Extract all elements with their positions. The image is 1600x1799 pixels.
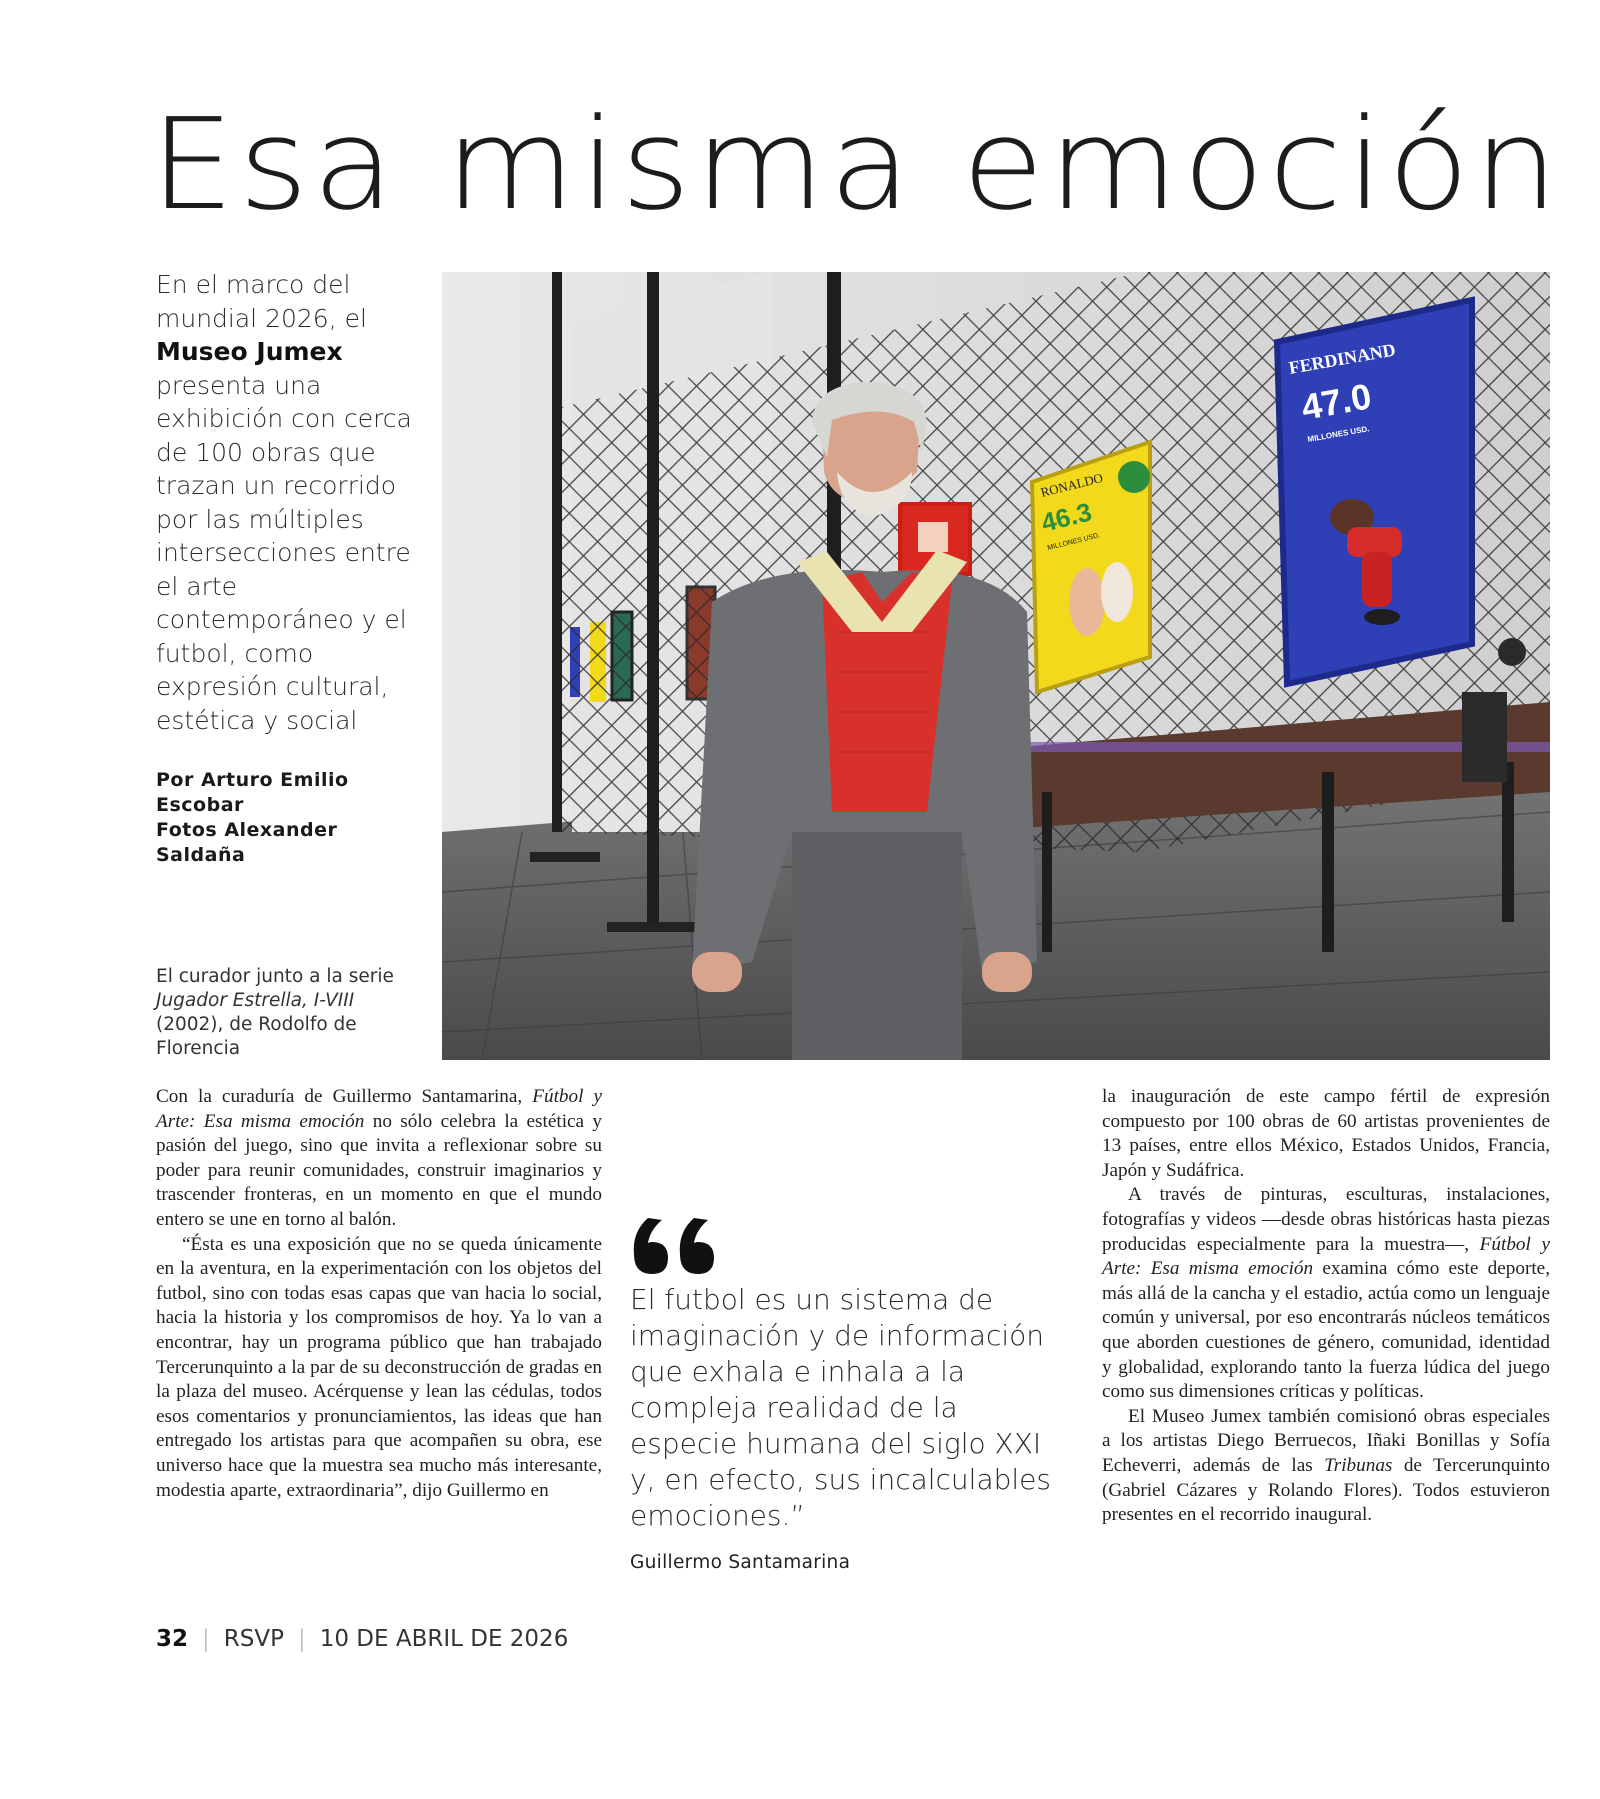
col1-exhibition-title: Fútbol y Arte: Esa misma emoción [156,1086,602,1132]
ronaldo-value: 46.3 [1038,496,1095,538]
column-right [1102,1085,1550,1528]
byline-photos: Fotos Alexander Saldaña [156,819,338,866]
col1-p1-end: no sólo celebra la estética y pasión del juego, sino que invita a reflexionar sobre su poder para reunir comunidades, construir imaginarios y trascender fronteras, en un momento en que el mundo entero se une en torno al balón. [156,1110,602,1230]
caption-text-end: (2002), de Rodolfo de Florencia [156,1014,357,1059]
column-left-paragraph-2: “Ésta es una exposición que no se queda únicamente en la aventura, en la experimentación con los objetos del futbol, sino con todas esas capas que van hacia lo social, hacia la historia y los compromisos de hoy. Ya lo van a encontrar, hay un programa público que han trabajado Tercerunquinto a la par de su deconstrucción de gradas en la plaza del museo. Acérquense y lean las cédulas, todos esos comentarios y pronunciamientos, las ideas que han entregado los artistas para que acompañen su obra, ese universo hace que la muestra sea mucho más interesante, modestia aparte, extraordinaria”, dijo Guillermo en [156,1233,602,1501]
intro-text-end: presenta una exhibición con cerca de 100 obras que trazan un recorrido por las múltiples intersecciones entre el arte contemporáneo y el futbol, como expresión cultural, estética y social [156,370,412,735]
caption-text-start: El curador junto a la serie [156,966,394,987]
byline-author: Por Arturo Emilio Escobar [156,769,349,816]
ferdinand-name: FERDINAND [1287,339,1398,378]
footer-separator: | [202,1626,210,1652]
pull-quote-author: Guillermo Santamarina [630,1552,851,1573]
quote-mark-icon [628,1210,718,1278]
col3-p3-end: de Tercerunquinto (Gabriel Cázares y Rolando Flores). Todos estuvieron presentes en el recorrido inaugural. [1102,1454,1550,1526]
column-left [156,1085,602,1503]
col1-p1-start: Con la curaduría de Guillermo Santamarina, [156,1086,533,1107]
intro-deck [156,268,426,737]
ferdinand-value: 47.0 [1298,375,1375,428]
article-title: Esa misma emoción [150,91,1563,238]
artwork-ferdinand [1277,300,1472,684]
page-number: 32 [156,1626,189,1652]
main-photo [442,272,1550,1060]
caption-work-title: Jugador Estrella, I-VIII [156,990,355,1011]
intro-text-start: En el marco del mundial 2026, el [156,270,367,333]
column-right-paragraph-2 [1102,1183,1550,1404]
byline [156,768,416,868]
page-footer [156,1626,568,1652]
pull-quote: El futbol es un sistema de imaginación y de información que exhala e inhala a la compleja realidad de la especie humana del siglo XXI y, en efecto, sus incalculables emociones.” [630,1283,1051,1532]
artwork-ronaldo [1032,442,1150,692]
column-right-paragraph-1: la inauguración de este campo fértil de expresión compuesto por 100 obras de 60 artistas provenientes de 13 países, entre ellos México, Estados Unidos, Francia, Japón y Sudáfrica. [1102,1086,1550,1181]
col3-tribunas: Tribunas [1324,1454,1393,1476]
ronaldo-name: RONALDO [1039,469,1105,500]
issue-date: 10 DE ABRIL DE 2026 [319,1626,569,1652]
footer-separator: | [297,1626,306,1652]
ferdinand-unit: MILLONES USD. [1306,424,1371,444]
col3-exhibition-title: Fútbol y Arte: Esa misma emoción [1102,1233,1550,1280]
column-right-paragraph-3 [1102,1405,1550,1528]
column-left-paragraph-1 [156,1085,602,1233]
intro-highlight: Museo Jumex [156,337,343,366]
col3-p3-start: El Museo Jumex también comisionó obras especiales a los artistas Diego Berruecos, Iñaki Bonillas y Sofía Echeverri, además de las [1102,1405,1550,1476]
col3-p2-start: A través de pinturas, esculturas, instalaciones, fotografías y videos —desde obras históricas hasta piezas producidas especialmente para la muestra—, [1102,1184,1550,1255]
ronaldo-unit: MILLONES USD. [1046,532,1101,552]
photo-illustration [442,272,1550,1060]
col3-p2-end: examina cómo este deporte, más allá de la cancha y el estadio, actúa como un lenguaje común y universal, por eso encontrarás núcleos temáticos que aborden cuestiones de género, comunidad, identidad y globalidad, explorando tanto la fuerza lúdica del juego como sus dimensiones críticas y políticas. [1102,1258,1550,1403]
publication-name: RSVP [223,1626,284,1652]
photo-caption [156,965,426,1061]
